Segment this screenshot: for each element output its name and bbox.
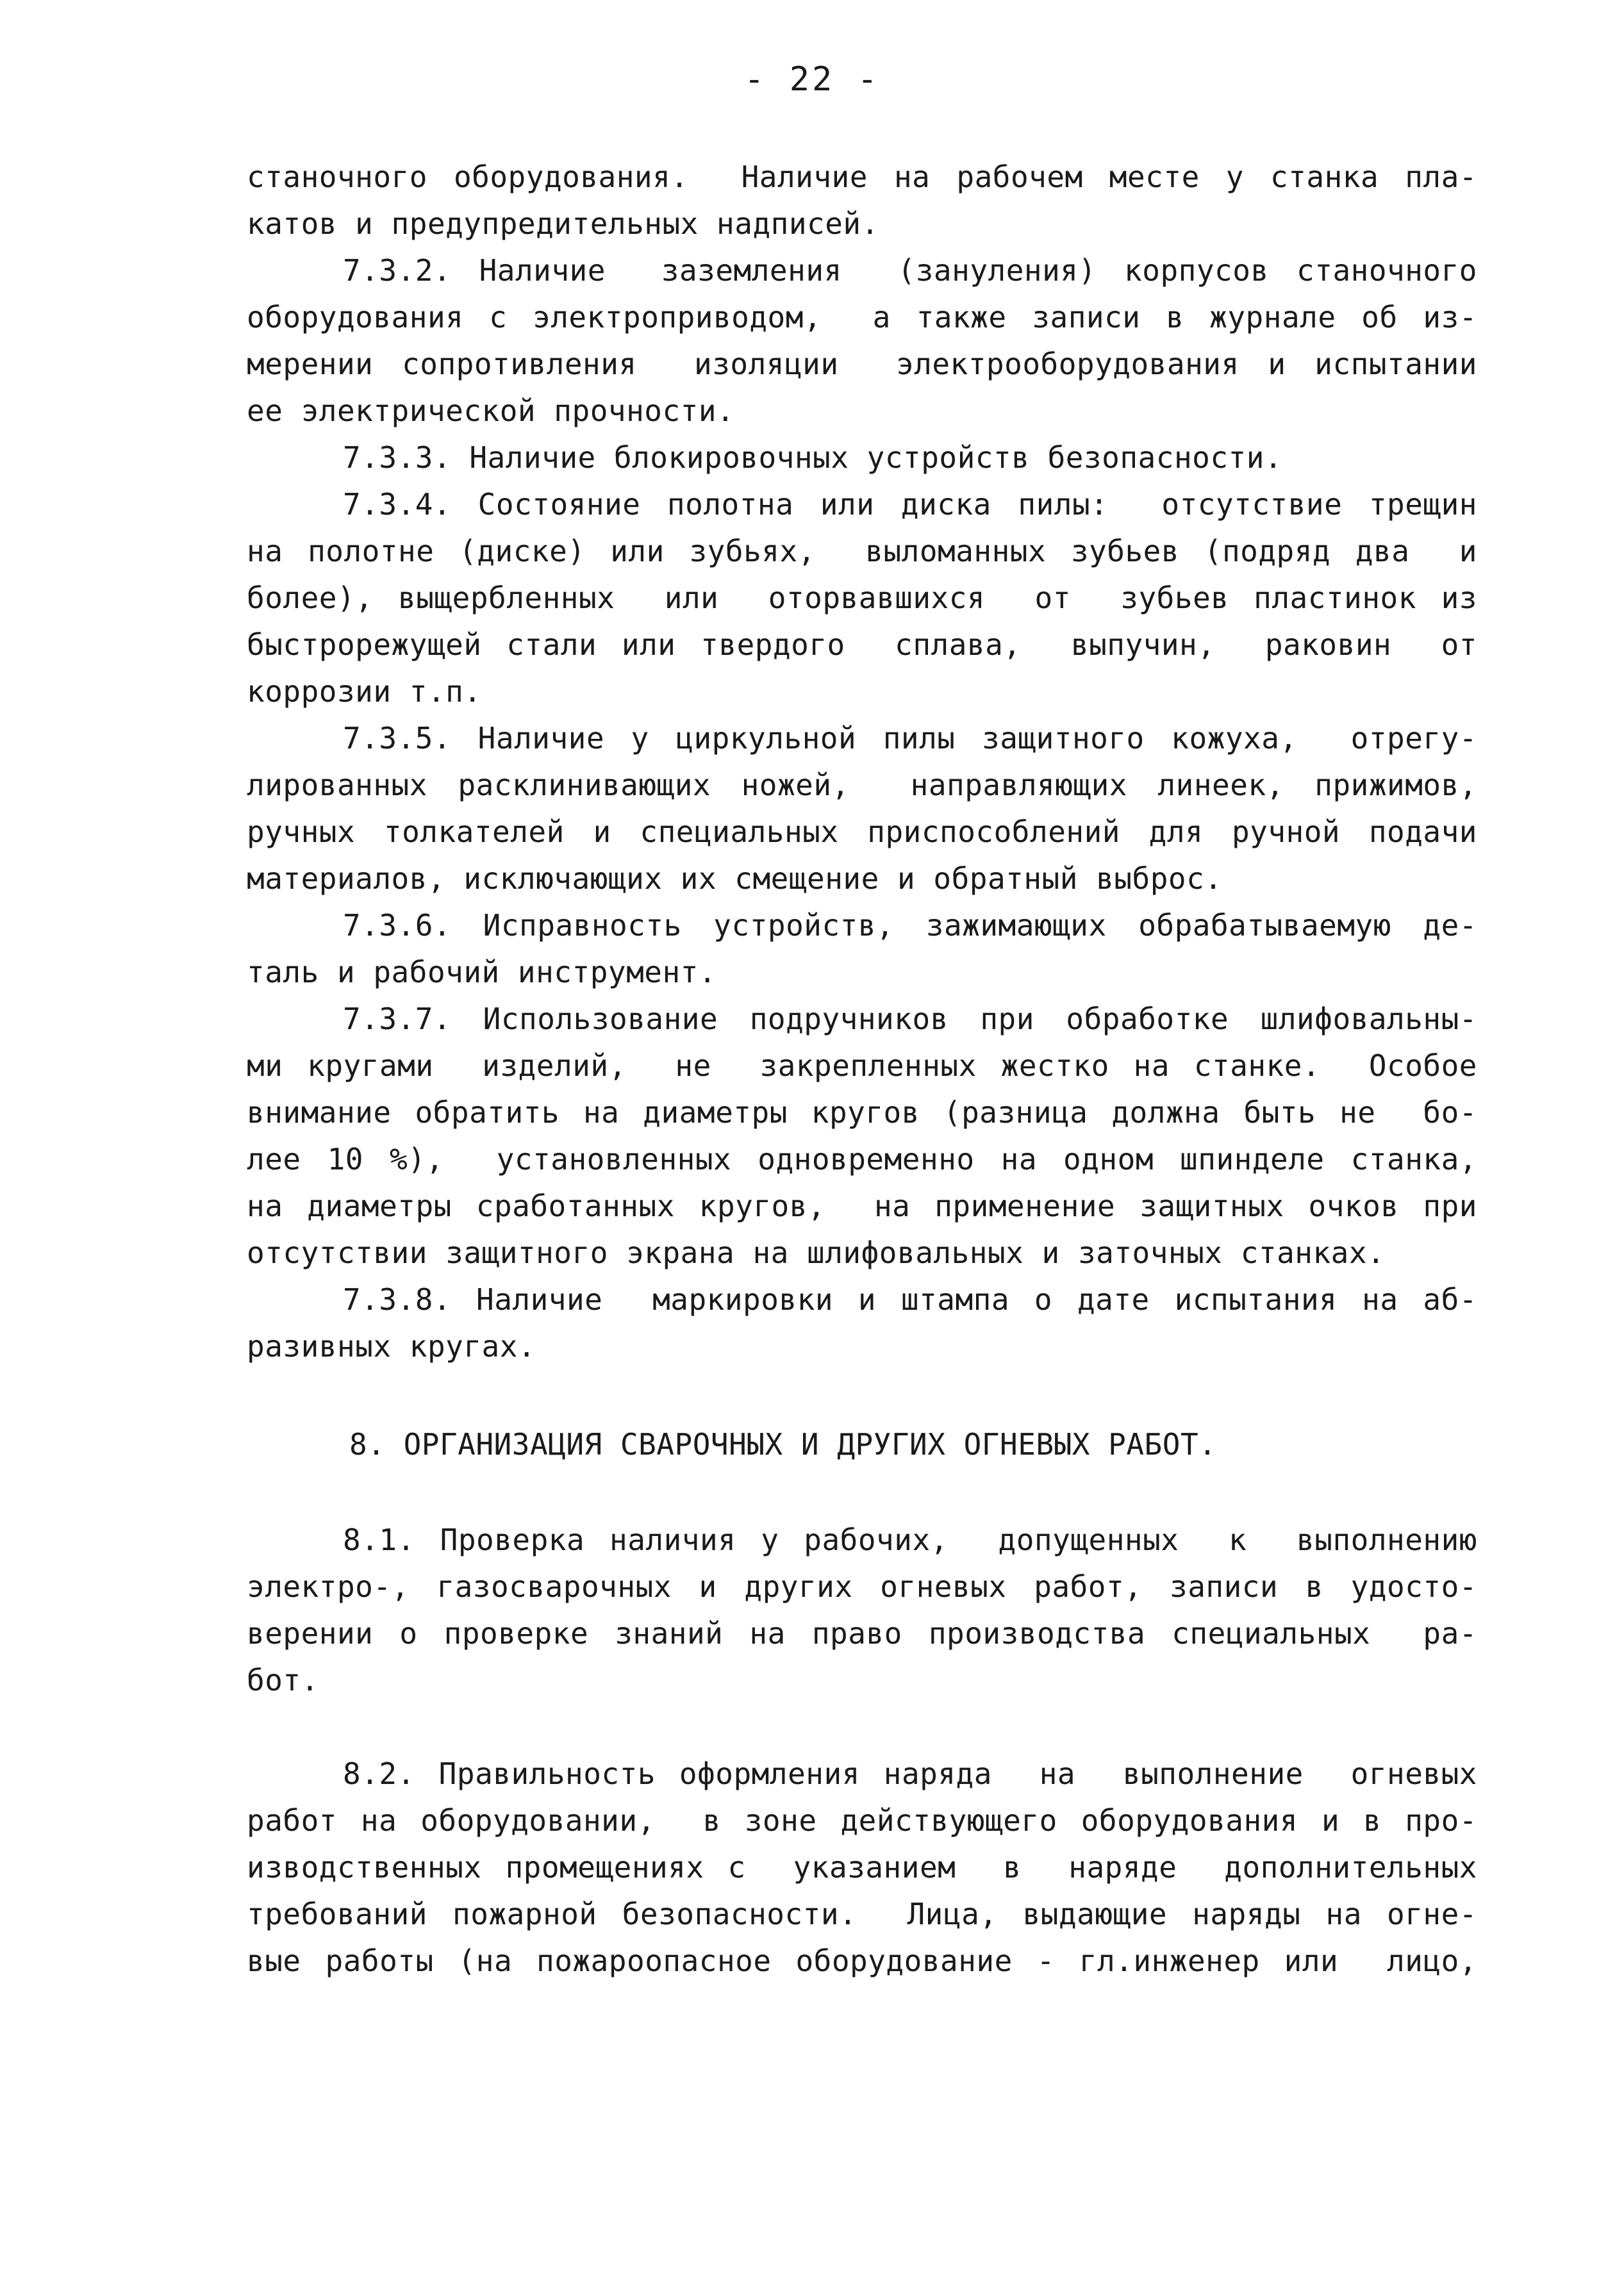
text-line: лее 10 %), установленных одновременно на одном шпинделе станка, [247, 1142, 1477, 1177]
text-line: 7.3.7. Использование подручников при обработке шлифовальны- [343, 1002, 1477, 1036]
text-line: электро-, газосварочных и других огневых работ, записи в удосто- [247, 1569, 1477, 1604]
text-line: таль и рабочий инструмент. [247, 955, 717, 989]
text-line [247, 1704, 1477, 1751]
text-line: на полотне (диске) или зубьях, выломанных зубьев (подряд два и [247, 534, 1477, 568]
text-line: 8.2. Правильность оформления наряда на выполнение огневых [343, 1756, 1477, 1791]
text-line: лированных расклинивающих ножей, направляющих линеек, прижимов, [247, 768, 1477, 802]
text-line: 8.1. Проверка наличия у рабочих, допущенных к выполнению [343, 1523, 1477, 1557]
text-line: внимание обратить на диаметры кругов (разница должна быть не бо- [247, 1095, 1477, 1130]
text-line: требований пожарной безопасности. Лица, выдающие наряды на огне- [247, 1897, 1477, 1931]
section-heading: 8. ОРГАНИЗАЦИЯ СВАРОЧНЫХ И ДРУГИХ ОГНЕВЫХ РАБОТ. [349, 1427, 1217, 1462]
text-line: коррозии т.п. [247, 674, 482, 709]
text-line: ручных толкателей и специальных приспособлений для ручной подачи [247, 814, 1477, 849]
text-line: 7.3.4. Состояние полотна или диска пилы: отсутствие трещин [343, 487, 1477, 522]
text-line: оборудования с электроприводом, а также записи в журнале об из- [247, 300, 1477, 334]
text-line: бот. [247, 1663, 319, 1697]
body-text-section-8 [247, 1517, 1477, 1985]
text-line: ее электрической прочности. [247, 393, 735, 428]
text-line: материалов, исключающих их смещение и обратный выброс. [247, 861, 1223, 896]
text-line: 7.3.3. Наличие блокировочных устройств безопасности. [343, 440, 1283, 475]
text-line: работ на оборудовании, в зоне действующего оборудования и в про- [247, 1803, 1477, 1838]
text-line: вые работы (на пожароопасное оборудование - гл.инженер или лицо, [247, 1944, 1477, 1978]
text-line: мерении сопротивления изоляции электрооборудования и испытании [247, 347, 1477, 381]
text-line: разивных кругах. [247, 1329, 536, 1364]
text-line: катов и предупредительных надписей. [247, 206, 879, 241]
text-line: ми кругами изделий, не закрепленных жестко на станке. Особое [247, 1048, 1477, 1083]
body-text-section-7 [247, 154, 1477, 1370]
page-number: - 22 - [744, 60, 880, 99]
text-line: на диаметры сработанных кругов, на применение защитных очков при [247, 1189, 1477, 1223]
text-line: 7.3.2. Наличие заземления (зануления) корпусов станочного [343, 253, 1477, 288]
text-line: более), выщербленных или оторвавшихся от зубьев пластинок из [247, 581, 1477, 615]
text-line: верении о проверке знаний на право производства специальных ра- [247, 1616, 1477, 1651]
text-line: станочного оборудования. Наличие на рабочем месте у станка пла- [247, 160, 1477, 194]
text-line: 7.3.6. Исправность устройств, зажимающих обрабатываемую де- [343, 908, 1477, 943]
text-line: изводственных промещениях с указанием в наряде дополнительных [247, 1850, 1477, 1885]
text-line: отсутствии защитного экрана на шлифовальных и заточных станках. [247, 1235, 1386, 1270]
text-line: быстрорежущей стали или твердого сплава, выпучин, раковин от [247, 627, 1477, 662]
text-line: 7.3.8. Наличие маркировки и штампа о дате испытания на аб- [343, 1282, 1477, 1317]
text-line: 7.3.5. Наличие у циркульной пилы защитного кожуха, отрегу- [343, 721, 1477, 756]
